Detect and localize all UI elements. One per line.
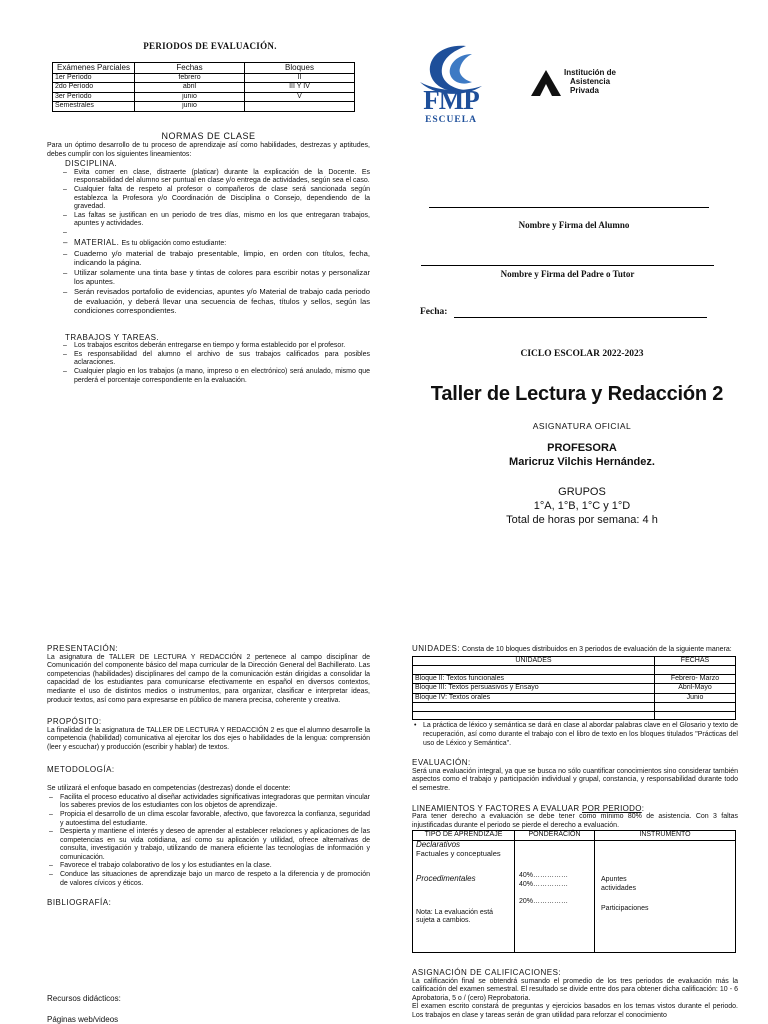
metodologia-list xyxy=(47,794,370,889)
fmp-logo xyxy=(414,42,488,128)
table-row xyxy=(413,666,736,675)
table-cell: Bloque II: Textos funcionales xyxy=(413,674,655,684)
horas-value: Total de horas por semana: 4 h xyxy=(506,514,658,526)
pond-value: 40%…………… xyxy=(519,880,569,888)
alumno-signature-label: Nombre y Firma del Alumno xyxy=(518,220,630,230)
table-cell: Abril-Mayo xyxy=(655,684,736,694)
lineamientos-title-b: POR PERIODO xyxy=(581,803,642,813)
table-cell: Febrero- Marzo xyxy=(655,674,736,684)
inst-value: Participaciones xyxy=(601,905,649,913)
fecha-label: Fecha: xyxy=(420,307,448,317)
table-header-row xyxy=(413,831,736,841)
bibliografia-title: BIBLIOGRAFÍA: xyxy=(47,898,112,908)
profesora-name: Maricruz Vilchis Hernández. xyxy=(509,456,655,468)
periods-table xyxy=(52,62,355,112)
padre-signature-line xyxy=(421,265,714,266)
normas-title: NORMAS DE CLASE xyxy=(161,131,256,141)
pond-value: 20%…………… xyxy=(519,898,569,906)
lineamientos-text: Para tener derecho a evaluación se debe tener como mínimo 80% de asistencia. Con 3 faltas injustificadas durante el periodo se pierde el derecho a evaluación. xyxy=(412,813,738,829)
asignacion-text-1: La calificación final se obtendrá sumando el promedio de los tres periodos de evaluación más la calificación del examen semestral. El resultado se divide entre dos para obtener dicha calificación: 10 - 6 Aprobatoria, 5 o / (cero) Reprobatoria. xyxy=(412,977,738,1002)
unidades-intro xyxy=(412,644,738,655)
table-cell: junio xyxy=(135,102,245,112)
factuales-label: Factuales y conceptuales xyxy=(416,848,501,858)
table-cell: 1er Período xyxy=(53,73,135,83)
table-header-row xyxy=(53,63,355,74)
table-row xyxy=(413,684,736,694)
table-cell xyxy=(655,711,736,720)
asignacion-title: ASIGNACIÓN DE CALIFICACIONES: xyxy=(412,968,562,977)
declarativos-label: Declarativos xyxy=(416,840,461,849)
list-item: – Propicia el desarrollo de un clima escolar favorable, afectivo, que favorezca la confianza, seguridad y autoestima del estudiante. xyxy=(47,811,370,828)
recursos-title: Recursos didácticos: xyxy=(47,994,121,1003)
metodologia-intro: Se utilizará el enfoque basado en competencias (destrezas) donde el docente: xyxy=(47,785,291,793)
table-header: FECHAS xyxy=(655,656,736,666)
table-row xyxy=(413,711,736,720)
table-cell: 3er Período xyxy=(53,92,135,102)
list-item: – Facilita el proceso educativo al diseñar actividades significativas integradoras que permitan vincular los saberes previos de los estudiantes con los objetos de aprendizaje. xyxy=(47,794,370,811)
table-cell: Bloque IV: Textos orales xyxy=(413,693,655,703)
lineamientos-title-a: LINEAMIENTOS Y FACTORES A EVALUAR xyxy=(412,803,582,813)
iap-logo xyxy=(529,64,629,104)
table-cell: V xyxy=(245,92,355,102)
inst-value: actividades xyxy=(601,884,637,892)
right-lower-column xyxy=(412,644,738,953)
disciplina-label: DISCIPLINA. xyxy=(65,159,118,169)
table-cell: Semestrales xyxy=(53,102,135,112)
alumno-signature-line xyxy=(429,207,709,208)
iap-logo-text xyxy=(564,68,616,95)
list-item: – Es responsabilidad del alumno el archivo de sus trabajos calificados para posibles aclaraciones. xyxy=(61,351,370,368)
table-row xyxy=(53,102,355,112)
table-cell xyxy=(595,841,736,953)
table-row xyxy=(53,73,355,83)
list-item xyxy=(61,238,370,249)
asignacion-text-2: El examen escrito constará de preguntas y ejercicios basados en los temas vistos durante el periodo. Los trabajos en clase y tareas serán de gran utilidad para reforzar el conocimiento xyxy=(412,1003,738,1019)
iap-line: Asistencia xyxy=(570,77,611,86)
table-cell: Junio xyxy=(655,693,736,703)
iap-line: Privada xyxy=(570,86,599,95)
fmp-logo-subtext: ESCUELA xyxy=(425,115,477,125)
table-header: Fechas xyxy=(135,63,245,74)
list-item: • La práctica de léxico y semántica se dará en clase al abordar palabras clave en el Glosario y texto de recuperación, así como durante el trabajo con el libro de texto en los bloques titulados "Prácticas del uso de Léxico y Semántica". xyxy=(412,722,738,748)
presentacion-title: PRESENTACIÓN: xyxy=(47,644,119,653)
table-header: INSTRUMENTO xyxy=(595,831,736,841)
lineamientos-table xyxy=(412,830,736,953)
table-header: Bloques xyxy=(245,63,355,74)
table-cell: II xyxy=(245,73,355,83)
evaluacion-text: Será una evaluación integral, ya que se busca no sólo cuantificar conocimientos sino considerar también aspectos como el trabajo y participación individual y grupal, constancia, y responsabilidad durante todo el semestre. xyxy=(412,767,738,793)
table-row xyxy=(413,841,736,953)
list-item: – Evita comer en clase, distraerte (platicar) durante la explicación de la Docente. Es responsabilidad del alumno ser puntual en clase y/o entrega de actividades, según sea el caso. xyxy=(61,169,370,186)
table-cell: 2do Período xyxy=(53,83,135,93)
evaluacion-title: EVALUACIÓN: xyxy=(412,758,471,768)
table-row xyxy=(413,693,736,703)
table-cell xyxy=(655,666,736,675)
pond-value: 40%…………… xyxy=(519,872,569,879)
table-cell: junio xyxy=(135,92,245,102)
material-label: MATERIAL. xyxy=(74,237,120,247)
presentacion-text: La asignatura de TALLER DE LECTURA Y REDACCIÓN 2 pertenece al campo disciplinar de Comunicación del componente básico del mapa curricular de la Dirección General del Bachillerato. Las competencias (habilidades) disciplinares del campo de la comunicación están dirigidas a consolidar la capacidad de los estudiantes para comunicarse efectivamente en español en diversos contextos, mediante el uso de distintos medios o instrumentos, para organizar, clasificar e interpretar ideas, producir textos, así como para expresarse en público de manera precisa, coherente y creativa. xyxy=(47,653,370,704)
unidades-table xyxy=(412,656,736,721)
table-cell xyxy=(245,102,355,112)
table-header-row xyxy=(413,656,736,666)
table-header: TIPO DE APRENDIZAJE xyxy=(413,831,515,841)
list-item: – Los trabajos escritos deberán entregarse en tiempo y forma establecido por el profesor. xyxy=(61,342,370,351)
table-header: UNIDADES xyxy=(413,656,655,666)
list-item: – Cualquier falta de respeto al profesor o compañeros de clase será sancionada según establezca la Profesora y/o Coordinación de Disciplina o Consejo, dependiendo de la gravedad. xyxy=(61,186,370,212)
table-cell xyxy=(515,841,595,953)
material-list-head xyxy=(61,238,370,249)
unidades-text: Consta de 10 bloques distribuidos en 3 periodos de evaluación de la siguiente manera: xyxy=(462,646,732,653)
list-item xyxy=(61,229,370,237)
list-item: – Serán revisados portafolio de evidencias, apuntes y/o Material de trabajo cada periodo de evaluación, y deberá llevar una secuencia de fechas, títulos y sellos, según las condiciones correspondientes. xyxy=(61,287,370,316)
grupos-value: 1°A, 1°B, 1°C y 1°D xyxy=(533,500,631,512)
material-text: Es tu obligación como estudiante: xyxy=(121,239,227,247)
table-header: Exámenes Parciales xyxy=(53,63,135,74)
padre-signature-label: Nombre y Firma del Padre o Tutor xyxy=(500,269,635,279)
inst-value: Apuntes xyxy=(601,876,627,883)
ciclo-escolar: CICLO ESCOLAR 2022-2023 xyxy=(520,349,644,359)
list-item: – Cuaderno y/o material de trabajo presentable, limpio, en orden con títulos, fecha, indicando la página. xyxy=(61,249,370,268)
table-row xyxy=(53,92,355,102)
metodologia-title: METODOLOGÍA: xyxy=(47,764,115,774)
fecha-line xyxy=(454,317,707,318)
procedimentales-label: Procedimentales xyxy=(416,874,476,884)
table-cell xyxy=(413,666,655,675)
disciplina-list xyxy=(61,169,370,237)
fmp-logo-text: FMP xyxy=(423,85,479,115)
list-item: – Favorece el trabajo colaborativo de los y los estudiantes en la clase. xyxy=(47,862,370,871)
table-cell: III Y IV xyxy=(245,83,355,93)
table-header: PONDERACIÓN xyxy=(515,831,595,841)
periods-title: PERIODOS DE EVALUACIÓN. xyxy=(143,41,277,51)
paginas-web: Páginas web/videos xyxy=(47,1015,119,1024)
lineamientos-title xyxy=(412,804,738,814)
asignacion-section xyxy=(412,968,738,1021)
normas-section xyxy=(47,131,370,385)
table-cell: febrero xyxy=(135,73,245,83)
material-list xyxy=(61,249,370,316)
nota-label: Nota: La evaluación está sujeta a cambios. xyxy=(416,908,494,925)
list-item: – Conduce las situaciones de aprendizaje bajo un marco de respeto a la diferencia y de promoción de valores cívicos y éticos. xyxy=(47,871,370,888)
trabajos-label: TRABAJOS Y TAREAS. xyxy=(65,332,160,342)
table-row xyxy=(413,674,736,684)
table-cell xyxy=(413,711,655,720)
iap-line: Institución de xyxy=(564,68,616,77)
lineamientos-title-c: : xyxy=(641,803,645,813)
unidades-label: UNIDADES: xyxy=(412,644,461,653)
table-cell: Bloque III: Textos persuasivos y Ensayo xyxy=(413,684,655,694)
table-cell xyxy=(655,703,736,712)
trabajos-list xyxy=(61,342,370,385)
list-item: – Utilizar solamente una tinta base y tintas de colores para escribir notas y personalizar los apuntes. xyxy=(61,268,370,287)
list-item: – Despierta y mantiene el interés y deseo de aprender al establecer relaciones y aplicaciones de las competencias en su vida cotidiana, así como su aplicación y utilidad, ofrece alternativas de consulta, investigación y trabajo, utilizando de manera eficiente las tecnologías de información y comunicación. xyxy=(47,828,370,862)
table-cell xyxy=(413,841,515,953)
grupos-label: GRUPOS xyxy=(558,486,606,498)
list-item: – Cualquier plagio en los trabajos (a mano, impreso o en electrónico) será anulado, mismo que perderá el porcentaje correspondiente en la evaluación. xyxy=(61,368,370,385)
asignatura-label: ASIGNATURA OFICIAL xyxy=(532,421,632,431)
table-row xyxy=(413,703,736,712)
unidades-note-list xyxy=(412,722,738,748)
iap-emblem-icon xyxy=(529,68,563,98)
profesora-label: PROFESORA xyxy=(547,442,617,454)
list-item: – Las faltas se justifican en un periodo de tres días, mismo en los que entregaran trabajos, apuntes y actividades. xyxy=(61,212,370,229)
proposito-title: PROPÓSITO: xyxy=(47,717,102,727)
course-title: Taller de Lectura y Redacción 2 xyxy=(430,383,724,405)
table-row xyxy=(53,83,355,93)
table-cell xyxy=(413,703,655,712)
table-cell: abril xyxy=(135,83,245,93)
proposito-text: La finalidad de la asignatura de TALLER DE LECTURA Y REDACCIÓN 2 es que el alumno desarrolle la competencia (habilidad) comunicativa al ejercitar los dos ejes o habilidades de la lengua: comprensión (leer y escuchar) y producción (escribir y hablar) de textos. xyxy=(47,726,370,751)
left-lower-column xyxy=(47,644,370,908)
normas-intro: Para un óptimo desarrollo de tu proceso de aprendizaje así como habilidades, destrezas y aptitudes, debes cumplir con los siguientes lineamientos: xyxy=(47,142,370,158)
